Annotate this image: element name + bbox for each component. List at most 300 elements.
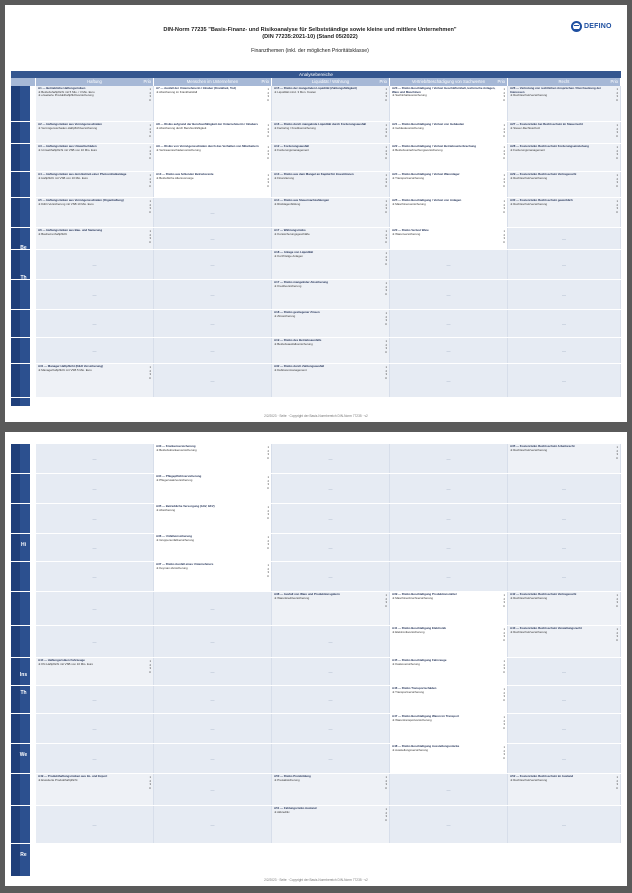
empty-marker: — [328, 455, 333, 461]
risk-cell [272, 122, 390, 143]
empty-marker: — [210, 347, 215, 353]
priority-values: 1 2 3 U [502, 627, 505, 642]
table-row [11, 122, 621, 144]
empty-cell [154, 280, 272, 309]
empty-cell [390, 250, 508, 279]
risk-text: A26 — Vertretung von rechtlichen Ansprüchen / Durchsetzung der Interessen ➜ Rechtsschutzversicherung [510, 86, 601, 98]
empty-marker: — [92, 291, 97, 297]
empty-cell [154, 198, 272, 227]
risk-text: A25 — Risiko Beschädigung / Verlust von Anlagen ➜ Maschinenversicherung [392, 198, 462, 206]
empty-cell [390, 474, 508, 503]
risk-cell [508, 774, 621, 805]
priority-values: 1 2 3 U [384, 339, 387, 354]
empty-marker: — [92, 261, 97, 267]
risk-text: A51 — Zahlungsrisiko Ausland ➜ Akkreditiv [274, 806, 317, 814]
empty-marker: — [328, 544, 333, 550]
risk-text: A41 — Risiko Beschädigung Elektronik ➜ Elektronikversicherung [392, 626, 446, 634]
side-label-th: Th [20, 275, 27, 281]
column-header-label: Recht [558, 79, 570, 84]
risk-cell [36, 658, 154, 685]
risk-text: A32 — Risiko durch Zahlungsausfall ➜ Debitorenmanagement [274, 364, 325, 372]
risk-cell [272, 310, 390, 337]
risk-text: A50 — Risiko Preisbildung ➜ Preisabsicherung [274, 774, 311, 782]
risk-text: A42 — Kostenrisiko Rechtsschutz Vertragsrecht ➜ Rechtsschutzversicherung [510, 592, 577, 600]
empty-marker: — [210, 696, 215, 702]
risk-cell [390, 658, 508, 685]
empty-cell [154, 592, 272, 625]
empty-cell [154, 228, 272, 249]
row-label-cell [11, 658, 36, 685]
row-label-cell [11, 774, 36, 805]
row-label-cell [11, 504, 36, 533]
priority-values: 1 2 3 U [502, 229, 505, 244]
risk-cell [390, 144, 508, 171]
risk-cell [508, 592, 621, 625]
risk-text: A30 — Kostenrisiko Rechtsschutz gewerblich ➜ Rechtsschutzversicherung [510, 198, 573, 206]
empty-marker: — [210, 638, 215, 644]
risk-cell [390, 714, 508, 743]
logo-text: DEFINO [584, 22, 612, 30]
priority-values: 1 2 3 U [148, 145, 151, 160]
table-row [11, 592, 621, 626]
empty-cell [508, 534, 621, 561]
risk-cell [154, 122, 272, 143]
risk-text: A36 — Unfallversicherung ➜ Gruppenunfallversicherung [156, 534, 194, 542]
risk-text: A3 — Haftungsrisiken aus Umweltschäden ➜ Umwelthaftpflicht mit VSB von 10 Mio. Euro [38, 144, 98, 152]
risk-text: A46 — Risiko Transportschäden ➜ Transportversicherung [392, 686, 437, 694]
empty-cell [272, 534, 390, 561]
priority-values: 1 2 3 U [384, 87, 387, 102]
table-row [11, 198, 621, 228]
empty-marker: — [562, 725, 566, 731]
empty-marker: — [446, 821, 451, 827]
empty-cell [390, 562, 508, 591]
empty-marker: — [328, 573, 333, 579]
risk-text: A31 — Manager Haftpflicht (D&O Versicherung) ➜ Managerhaftpflicht mit VSB 5 Mio. Euro [38, 364, 104, 372]
priority-values: 1 2 3 U [148, 775, 151, 790]
priority-values: 1 2 3 U [266, 505, 269, 520]
risk-cell [272, 280, 390, 309]
empty-cell [36, 626, 154, 657]
priority-values: 1 2 3 U [148, 87, 151, 102]
risk-cell [390, 686, 508, 713]
priority-values: 1 2 3 U [384, 593, 387, 608]
risk-cell [154, 144, 272, 171]
priority-values: 1 2 3 U [148, 199, 151, 214]
empty-cell [154, 626, 272, 657]
empty-cell [508, 504, 621, 533]
empty-cell [154, 310, 272, 337]
empty-cell [36, 280, 154, 309]
empty-cell [508, 686, 621, 713]
empty-marker: — [210, 668, 215, 674]
empty-marker: — [210, 261, 215, 267]
empty-marker: — [562, 515, 566, 521]
risk-text: A8 — Risiko aufgrund der Berufsunfähigkeit der Unternehmerin / Inhabers ➜ Absicherung durch Berufsunfähigkeit [156, 122, 258, 130]
row-label-cell [11, 444, 36, 473]
table-row [11, 86, 621, 122]
row-label-cell [11, 626, 36, 657]
risk-text: A17 — Währungsrisiko ➜ Kurssicherungsgeschäfte [274, 228, 310, 236]
risk-text: A12 — Forderungsausfall ➜ Forderungsmanagement [274, 144, 310, 152]
risk-text: A7 — Ausfall der Unternehmerin / Inhaber (Krankheit, Tod) ➜ Absicherung im Krankheitsfall [156, 86, 236, 94]
defino-logo-icon [571, 21, 582, 32]
priority-values: 1 2 3 U [266, 123, 269, 138]
risk-grid-page-1 [11, 86, 621, 398]
risk-text: A49 — Produkthaftungsrisiken aus Im- und Export ➜ Erweiterte Produkthaftpflicht [38, 774, 108, 782]
risk-text: A1 — Betriebliche Haftungsrisiken ➜ Betriebshaftpflicht mit 5 Mio. / 3 Mio. Euro ➜ erweiterte Produkthaftpflichtversicherung [38, 86, 95, 98]
risk-text: A34 — Pflegepflichtversicherung ➜ Pflegezusatzversicherung [156, 474, 202, 482]
empty-cell [36, 310, 154, 337]
empty-cell [508, 310, 621, 337]
priority-values: 1 2 3 U [384, 807, 387, 822]
table-row [11, 686, 621, 714]
empty-cell [272, 744, 390, 773]
column-headers [11, 78, 621, 86]
empty-cell [154, 658, 272, 685]
risk-text: A5 — Haftungsrisiken aus Vermögensschäden (Organhaftung) ➜ D&O-Versicherung mit VSB 10 Mio. Euro [38, 198, 124, 206]
priority-values: 1 2 3 U [384, 173, 387, 188]
risk-text: A23 — Risiko Beschädigung / Verlust Geschäftsinhalt, technische Anlagen, Ware und Maschinen ➜ Sachinhaltsversicherung [392, 86, 496, 98]
priority-values: 1 2 3 U [266, 87, 269, 102]
risk-cell [36, 86, 154, 121]
empty-marker: — [210, 209, 215, 215]
row-label-cell [11, 474, 36, 503]
empty-marker: — [328, 755, 333, 761]
empty-marker: — [446, 320, 451, 326]
table-row [11, 280, 621, 310]
document-subtitle: Finanzthemen (inkl. der möglichen Prioritätsklasse) [251, 48, 369, 54]
risk-cell [36, 228, 154, 249]
row-label-cell [11, 806, 36, 843]
empty-cell [36, 562, 154, 591]
risk-text: A43 — Kostenrisiko Rechtsschutz Verwaltungsrecht ➜ Rechtsschutzversicherung [510, 626, 582, 634]
table-row [11, 144, 621, 172]
empty-marker: — [562, 261, 566, 267]
risk-text: A13 — Risiko aus fehlender Betriebsrente ➜ Betriebliche Altersvorsorge [156, 172, 214, 180]
side-label-we: We [19, 752, 28, 758]
priority-values: 1 2 3 U [148, 229, 151, 244]
priority-values: 1 2 3 U [502, 659, 505, 674]
empty-marker: — [446, 786, 451, 792]
risk-text: A27 — Kostenrisiko bei Rechtsschutz im Steuerrecht ➜ Steuer-Rechtsschutz [510, 122, 583, 130]
row-label-cell [11, 228, 36, 249]
table-row [11, 744, 621, 774]
empty-cell [272, 474, 390, 503]
empty-cell [390, 310, 508, 337]
empty-cell [154, 686, 272, 713]
empty-marker: — [446, 377, 451, 383]
priority-values: 1 2 3 U [384, 311, 387, 326]
risk-grid-page-2 [11, 444, 621, 844]
risk-text: A28 — Kostenrisiko Rechtsschutz Forderungseinziehung ➜ Forderungsmanagement [510, 144, 589, 152]
empty-cell [508, 562, 621, 591]
priority-values: 1 2 3 U [266, 563, 269, 578]
row-label-cell [11, 534, 36, 561]
risk-cell [36, 198, 154, 227]
column-header-label: Liquidität / Währung [311, 79, 350, 84]
priority-values: 1 2 3 U [384, 775, 387, 790]
priority-values: 1 2 3 U [384, 365, 387, 380]
empty-marker: — [328, 485, 333, 491]
empty-marker: — [92, 347, 97, 353]
priority-values: 1 2 3 U [502, 593, 505, 608]
side-label-re: Re [20, 852, 27, 858]
risk-cell [390, 592, 508, 625]
empty-cell [390, 364, 508, 397]
table-row [11, 774, 621, 806]
risk-text: A19 — Risiko des Betriebsausfalls ➜ Betriebsausfallversicherung [274, 338, 322, 346]
empty-cell [508, 280, 621, 309]
risk-text: A15 — Risiko der mangelnden Liquidität (Zahlungsfähigkeit) ➜ Liquidität mind. 3 Mon. Kosten [274, 86, 357, 94]
empty-marker: — [562, 573, 566, 579]
empty-cell [36, 686, 154, 713]
table-row [11, 474, 621, 504]
empty-marker: — [446, 347, 451, 353]
empty-cell [272, 562, 390, 591]
row-label-cell [11, 144, 36, 171]
table-row [11, 534, 621, 562]
empty-marker: — [210, 786, 215, 792]
empty-marker: — [446, 544, 451, 550]
priority-values: 1 2 3 U [384, 229, 387, 244]
risk-text: A16 — Risiko durch mangelnde Liquidität durch Forderungsausfall ➜ Factoring / Kreditversicherung [274, 122, 367, 130]
empty-marker: — [562, 485, 566, 491]
empty-cell [390, 280, 508, 309]
risk-text: A9 — Risiko von Vermögensschäden durch das Verhalten von Mitarbeitern ➜ Vertrauensschadenversicherung [156, 144, 259, 152]
risk-cell [390, 744, 508, 773]
row-label-cell [11, 592, 36, 625]
document-title: DIN-Norm 77235 "Basis-Finanz- und Risikoanalyse für Selbstständige sowie kleine und mittlere Unternehmen" [163, 27, 457, 33]
risk-text: A2 — Haftungsrisiken aus Vermögensschäden ➜ Vermögensschaden-Haftpflichtversicherung [38, 122, 102, 130]
empty-cell [36, 744, 154, 773]
priority-values: 1 2 3 U [502, 745, 505, 760]
empty-marker: — [562, 347, 566, 353]
priority-values: 1 2 3 U [502, 123, 505, 138]
risk-text: A21 — Risiko Beschädigung / Verlust von Gebäuden ➜ Gebäudeversicherung [392, 122, 465, 130]
risk-cell [272, 250, 390, 279]
priority-values: 1 2 3 U [615, 775, 618, 790]
empty-marker: — [210, 821, 215, 827]
empty-marker: — [446, 291, 451, 297]
empty-cell [508, 474, 621, 503]
row-label-cell [11, 686, 36, 713]
risk-text: A39 — Risiko Beschädigung Produktionsmittel ➜ Maschinenbruchversicherung [392, 592, 457, 600]
column-header [272, 78, 390, 86]
empty-cell [508, 338, 621, 363]
side-label-be: Be [20, 245, 27, 251]
table-row [11, 504, 621, 534]
risk-cell [508, 122, 621, 143]
empty-marker: — [210, 235, 215, 241]
empty-cell [508, 714, 621, 743]
row-label-cell [11, 122, 36, 143]
table-row [11, 250, 621, 280]
empty-cell [154, 744, 272, 773]
table-row [11, 338, 621, 364]
empty-marker: — [92, 485, 97, 491]
priority-values: 1 2 3 U [266, 173, 269, 188]
side-label-th2: Th [20, 690, 27, 696]
row-label-cell [11, 364, 36, 397]
defino-logo [571, 17, 612, 35]
empty-cell [154, 250, 272, 279]
empty-marker: — [210, 320, 215, 326]
empty-marker: — [562, 755, 566, 761]
empty-cell [390, 534, 508, 561]
risk-cell [154, 534, 272, 561]
empty-marker: — [92, 515, 97, 521]
page-footer-2: 2/2/2023 · Seite · Copyright der Basis-Normbereich DIN-Norm 77235 · v2 [264, 878, 368, 882]
empty-marker: — [446, 573, 451, 579]
empty-marker: — [328, 696, 333, 702]
risk-cell [154, 562, 272, 591]
risk-text: A35 — Betriebliche Versorgung (bAV, bKV) ➜ Absicherung [156, 504, 215, 512]
risk-cell [36, 122, 154, 143]
risk-text: A22 — Risiko Beschädigung / Verlust Betriebsunterbrechung ➜ Betriebsunterbrechungsversicherung [392, 144, 477, 152]
empty-cell [36, 250, 154, 279]
empty-marker: — [92, 544, 97, 550]
risk-cell [508, 144, 621, 171]
priority-values: 1 2 3 U [502, 87, 505, 102]
risk-cell [390, 122, 508, 143]
risk-text: A48 — Risiko Beschädigung Ausstellungsstücke ➜ Ausstellungsversicherung [392, 744, 460, 752]
risk-text: A29 — Kostenrisiko Rechtsschutz Vertragsrecht ➜ Rechtsschutzversicherung [510, 172, 577, 180]
row-label-cell [11, 86, 36, 121]
empty-cell [272, 686, 390, 713]
priority-values: 1 2 3 U [615, 145, 618, 160]
empty-cell [36, 714, 154, 743]
empty-marker: — [92, 696, 97, 702]
table-row [11, 310, 621, 338]
risk-text: A33 — Krankenversicherung ➜ Betriebskrankenversicherung [156, 444, 197, 452]
empty-cell [508, 250, 621, 279]
row-label-cell [11, 562, 36, 591]
risk-cell [272, 144, 390, 171]
risk-cell [36, 144, 154, 171]
risk-cell [36, 172, 154, 197]
priority-values: 1 2 3 U [502, 687, 505, 702]
risk-text: A44 — Haftungsrisiken Fahrzeuge ➜ Kfz-Haftpflicht mit VSB von 10 Mio. Euro [38, 658, 94, 666]
table-row [11, 562, 621, 592]
risk-text: A14 — Risiko aus Steuernachzahlungen ➜ Rücklagenbildung [274, 198, 330, 206]
empty-cell [390, 806, 508, 843]
empty-marker: — [92, 573, 97, 579]
column-header [390, 78, 508, 86]
empty-marker: — [562, 544, 566, 550]
risk-cell [272, 172, 390, 197]
column-header [36, 78, 154, 86]
risk-text: A18 — Anlage von Liquidität ➜ Kurzfristige Anlagen [274, 250, 314, 258]
empty-marker: — [92, 605, 97, 611]
risk-cell [272, 86, 390, 121]
empty-marker: — [562, 668, 566, 674]
risk-text: A6 — Haftungsrisiken aus Bau- und Sanierung ➜ Bauherrenhaftpflicht [38, 228, 103, 236]
column-header-label: Menschen im Unternehmen [186, 79, 239, 84]
risk-cell [508, 444, 621, 473]
priority-values: 1 2 3 U [615, 593, 618, 608]
page-2 [5, 432, 627, 886]
priority-values: 1 2 3 U [615, 199, 618, 214]
risk-cell [508, 86, 621, 121]
risk-cell [36, 774, 154, 805]
row-label-cell [11, 310, 36, 337]
risk-text: A24 — Risiko Beschädigung / Verlust Warenlager ➜ Transportversicherung [392, 172, 460, 180]
empty-cell [390, 774, 508, 805]
empty-cell [508, 744, 621, 773]
priority-values: 1 2 3 U [266, 145, 269, 160]
empty-marker: — [92, 725, 97, 731]
empty-marker: — [92, 821, 97, 827]
empty-marker: — [328, 638, 333, 644]
empty-cell [272, 626, 390, 657]
priority-values: 1 2 3 U [148, 659, 151, 674]
priority-values: 1 2 3 U [266, 535, 269, 550]
priority-values: 1 2 3 U [266, 445, 269, 460]
priority-values: 1 2 3 U [615, 627, 618, 642]
priority-values: 1 2 3 U [384, 251, 387, 266]
table-row [11, 444, 621, 474]
empty-cell [272, 444, 390, 473]
empty-cell [36, 806, 154, 843]
empty-marker: — [92, 755, 97, 761]
risk-cell [154, 444, 272, 473]
risk-cell [508, 198, 621, 227]
risk-cell [272, 198, 390, 227]
priority-values: 1 2 3 U [502, 173, 505, 188]
priority-values: 1 2 3 U [148, 123, 151, 138]
column-header-label: Haftung [87, 79, 102, 84]
priority-values: 1 2 3 U [384, 281, 387, 296]
risk-text: A47 — Risiko Beschädigung Waren im Transport ➜ Warentransportversicherung [392, 714, 460, 722]
column-header-prio: Prio [497, 79, 505, 84]
empty-marker: — [328, 515, 333, 521]
risk-cell [154, 86, 272, 121]
priority-values: 1 2 3 U [384, 199, 387, 214]
priority-values: 1 2 3 U [266, 475, 269, 490]
risk-cell [272, 338, 390, 363]
risk-cell [390, 228, 508, 249]
table-row [11, 658, 621, 686]
side-label-hi: Hi [21, 542, 26, 548]
row-label-cell [11, 172, 36, 197]
empty-cell [36, 592, 154, 625]
risk-text: A37 — Risiko Ausfall eines Unternehmers ➜ Keyman-Versicherung [156, 562, 214, 570]
empty-marker: — [92, 455, 97, 461]
empty-cell [508, 658, 621, 685]
priority-values: 1 2 3 U [148, 173, 151, 188]
table-row [11, 714, 621, 744]
empty-cell [272, 504, 390, 533]
empty-marker: — [328, 725, 333, 731]
risk-cell [272, 364, 390, 397]
empty-marker: — [210, 605, 215, 611]
empty-cell [272, 658, 390, 685]
empty-marker: — [210, 377, 215, 383]
empty-marker: — [562, 291, 566, 297]
empty-marker: — [92, 320, 97, 326]
risk-cell [390, 198, 508, 227]
priority-values: 1 2 3 U [502, 715, 505, 730]
risk-cell [272, 806, 390, 843]
row-label-cell [11, 250, 36, 279]
column-header-spacer [11, 78, 36, 86]
column-header-prio: Prio [379, 79, 387, 84]
column-header-prio: Prio [610, 79, 618, 84]
risk-text: A13 — Risiko aus dem Mangel an Kapital für Investitionen ➜ Finanzierung [274, 172, 354, 180]
empty-marker: — [446, 261, 451, 267]
empty-marker: — [446, 455, 451, 461]
